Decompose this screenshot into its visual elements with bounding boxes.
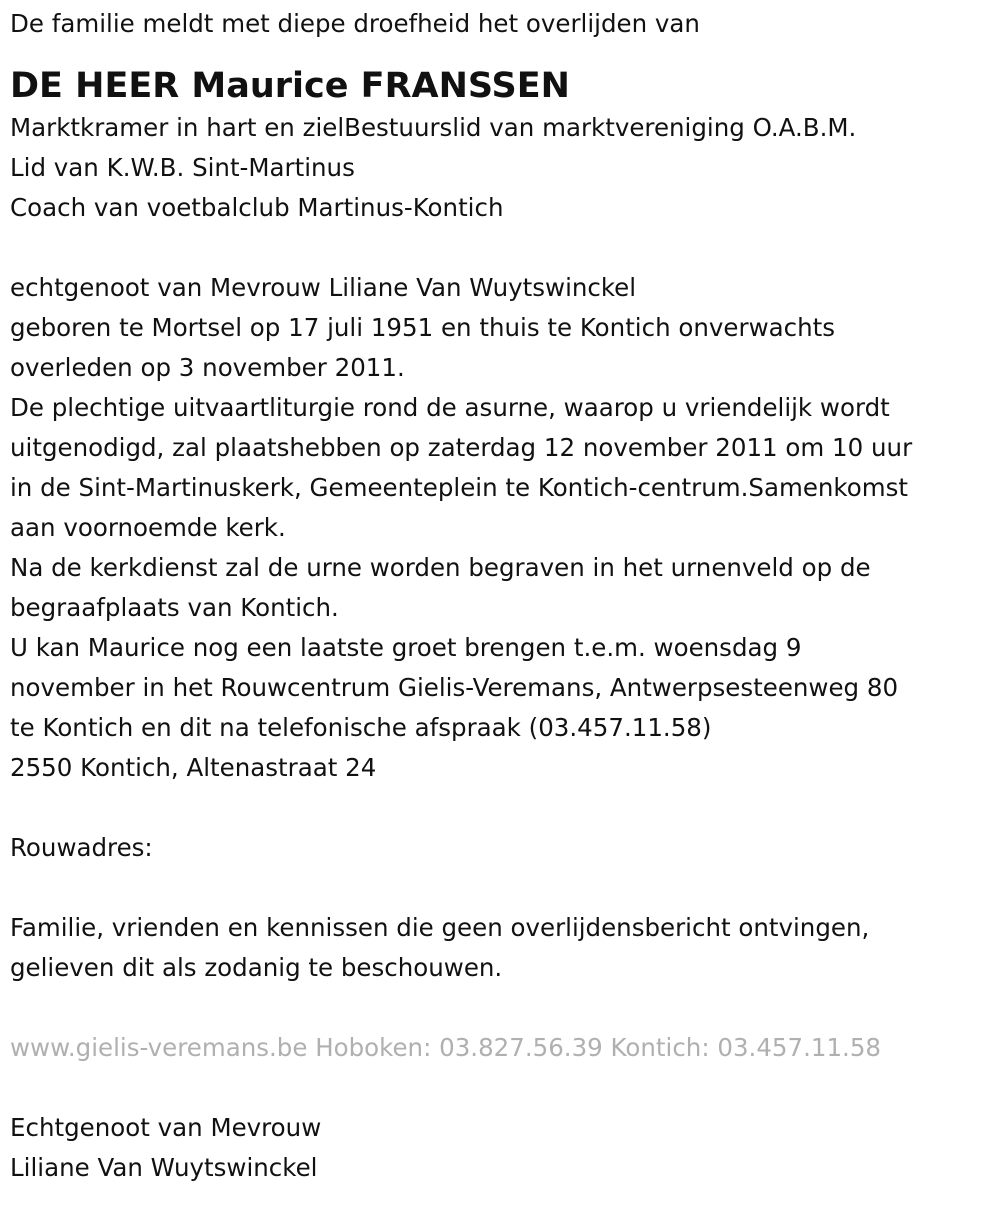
spacer — [10, 228, 990, 268]
role-line: Marktkramer in hart en zielBestuurslid van marktvereniging O.A.B.M. — [10, 113, 857, 142]
body-line: De plechtige uitvaartliturgie rond de asurne, waarop u vriendelijk wordt — [10, 393, 890, 422]
body-line: te Kontich en dit na telefonische afspraak (03.457.11.58) — [10, 713, 712, 742]
deceased-name: DE HEER Maurice FRANSSEN — [10, 66, 570, 106]
intro-text: De familie meldt met diepe droefheid het overlijden van — [10, 9, 700, 38]
body-line: aan voornoemde kerk. — [10, 513, 286, 542]
body-line: 2550 Kontich, Altenastraat 24 — [10, 753, 377, 782]
spacer — [10, 788, 990, 828]
body-line: Na de kerkdienst zal de urne worden begraven in het urnenveld op de — [10, 553, 871, 582]
signature — [10, 1108, 990, 1188]
body-line: uitgenodigd, zal plaatshebben op zaterdag 12 november 2011 om 10 uur — [10, 433, 913, 462]
body-line: echtgenoot van Mevrouw Liliane Van Wuytswinckel — [10, 273, 637, 302]
rouwadres-label: Rouwadres: — [10, 833, 153, 862]
signature-line: Liliane Van Wuytswinckel — [10, 1153, 318, 1182]
body-line: U kan Maurice nog een laatste groet brengen t.e.m. woensdag 9 — [10, 633, 802, 662]
body-line: overleden op 3 november 2011. — [10, 353, 405, 382]
body-line: in de Sint-Martinuskerk, Gemeenteplein te Kontich-centrum.Samenkomst — [10, 473, 908, 502]
roles-list — [10, 108, 990, 228]
spacer — [10, 1068, 990, 1108]
role-line: Coach van voetbalclub Martinus-Kontich — [10, 193, 504, 222]
closing-line: Familie, vrienden en kennissen die geen overlijdensbericht ontvingen, — [10, 913, 870, 942]
notice-body — [10, 268, 990, 788]
body-line: begraafplaats van Kontich. — [10, 593, 339, 622]
closing-line: gelieven dit als zodanig te beschouwen. — [10, 953, 503, 982]
role-line: Lid van K.W.B. Sint-Martinus — [10, 153, 355, 182]
spacer — [10, 988, 990, 1028]
body-line: geboren te Mortsel op 17 juli 1951 en thuis te Kontich onverwachts — [10, 313, 835, 342]
signature-line: Echtgenoot van Mevrouw — [10, 1113, 322, 1142]
body-line: november in het Rouwcentrum Gielis-Veremans, Antwerpsesteenweg 80 — [10, 673, 899, 702]
closing-text — [10, 908, 990, 988]
spacer — [10, 868, 990, 908]
funeral-home-contact: www.gielis-veremans.be Hoboken: 03.827.56.39 Kontich: 03.457.11.58 — [10, 1033, 882, 1062]
